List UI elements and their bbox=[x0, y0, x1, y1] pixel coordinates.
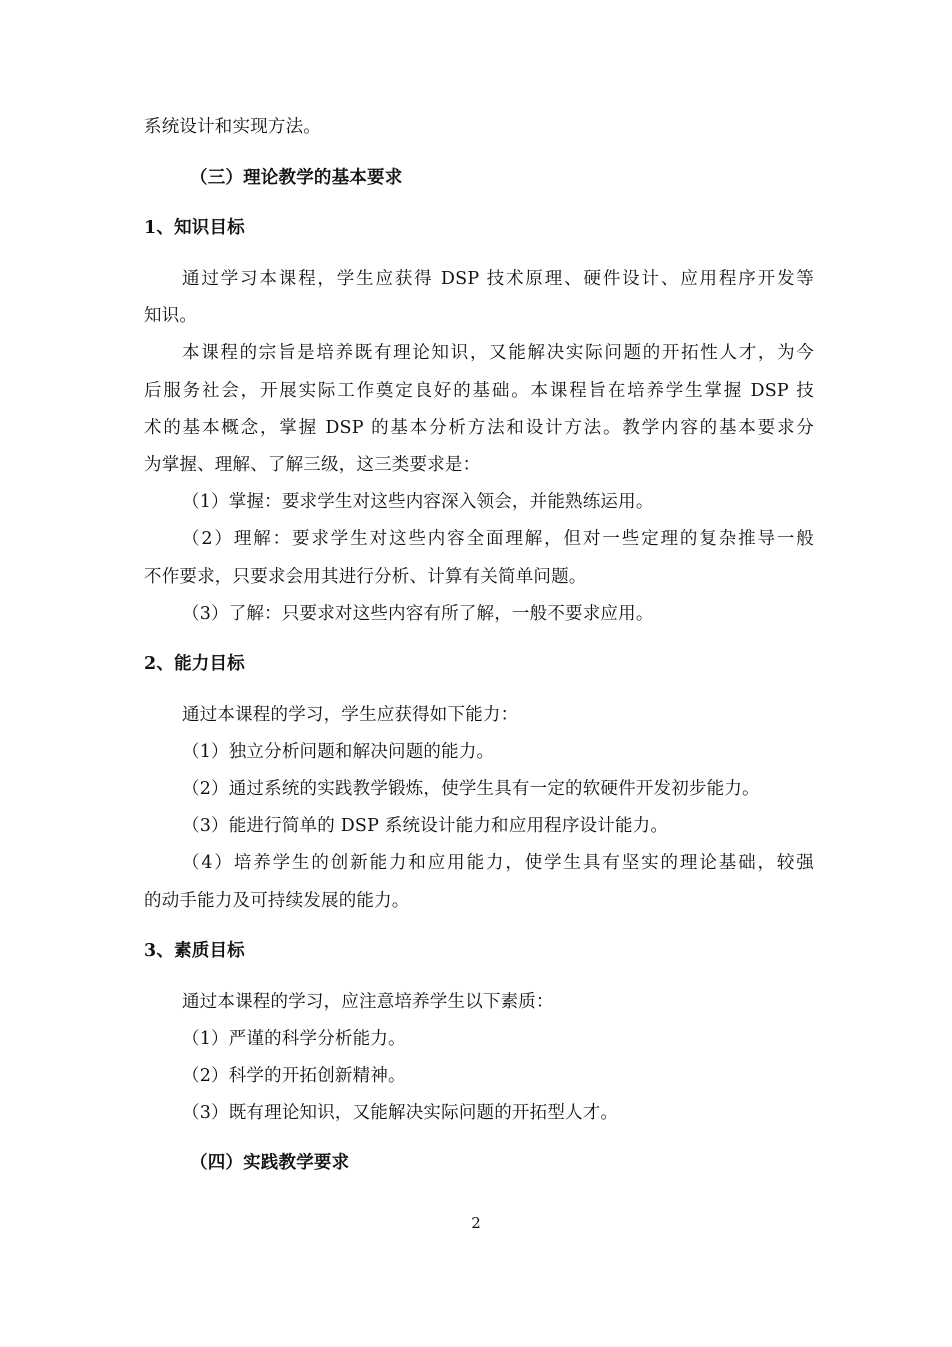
paragraph-line: 术的基本概念，掌握 DSP 的基本分析方法和设计方法。教学内容的基本要求分 bbox=[144, 418, 814, 438]
list-item: （2）理解：要求学生对这些内容全面理解，但对一些定理的复杂推导一般 bbox=[182, 529, 814, 549]
paragraph-line: 后服务社会，开展实际工作奠定良好的基础。本课程旨在培养学生掌握 DSP 技 bbox=[144, 381, 814, 401]
list-item: （1）独立分析问题和解决问题的能力。 bbox=[182, 742, 495, 762]
subsection-heading: 1、知识目标 bbox=[144, 218, 245, 238]
list-item-continuation: 不作要求，只要求会用其进行分析、计算有关简单问题。 bbox=[144, 567, 587, 587]
list-item: （2）通过系统的实践教学锻炼，使学生具有一定的软硬件开发初步能力。 bbox=[182, 779, 760, 799]
section-heading: （四）实践教学要求 bbox=[190, 1153, 350, 1173]
list-item: （1）严谨的科学分析能力。 bbox=[182, 1029, 406, 1049]
list-item: （3）既有理论知识，又能解决实际问题的开拓型人才。 bbox=[182, 1103, 619, 1123]
paragraph-line: 通过本课程的学习，应注意培养学生以下素质： bbox=[182, 992, 554, 1012]
subsection-heading: 2、能力目标 bbox=[144, 654, 245, 674]
list-item: （2）科学的开拓创新精神。 bbox=[182, 1066, 406, 1086]
page-number: 2 bbox=[471, 1214, 481, 1232]
paragraph-line: 通过学习本课程，学生应获得 DSP 技术原理、硬件设计、应用程序开发等 bbox=[182, 269, 814, 289]
paragraph-line: 通过本课程的学习，学生应获得如下能力： bbox=[182, 705, 519, 725]
text-line: 系统设计和实现方法。 bbox=[144, 117, 321, 137]
list-item: （3）能进行简单的 DSP 系统设计能力和应用程序设计能力。 bbox=[182, 816, 669, 836]
paragraph-line: 为掌握、理解、了解三级，这三类要求是： bbox=[144, 455, 481, 475]
paragraph-line: 知识。 bbox=[144, 306, 198, 326]
subsection-heading: 3、素质目标 bbox=[144, 941, 245, 961]
list-item: （4）培养学生的创新能力和应用能力，使学生具有坚实的理论基础，较强 bbox=[182, 853, 814, 873]
list-item: （3）了解：只要求对这些内容有所了解，一般不要求应用。 bbox=[182, 604, 654, 624]
list-item-continuation: 的动手能力及可持续发展的能力。 bbox=[144, 891, 410, 911]
paragraph-line: 本课程的宗旨是培养既有理论知识，又能解决实际问题的开拓性人才，为今 bbox=[182, 343, 814, 363]
list-item: （1）掌握：要求学生对这些内容深入领会，并能熟练运用。 bbox=[182, 492, 654, 512]
section-heading: （三）理论教学的基本要求 bbox=[190, 168, 403, 188]
